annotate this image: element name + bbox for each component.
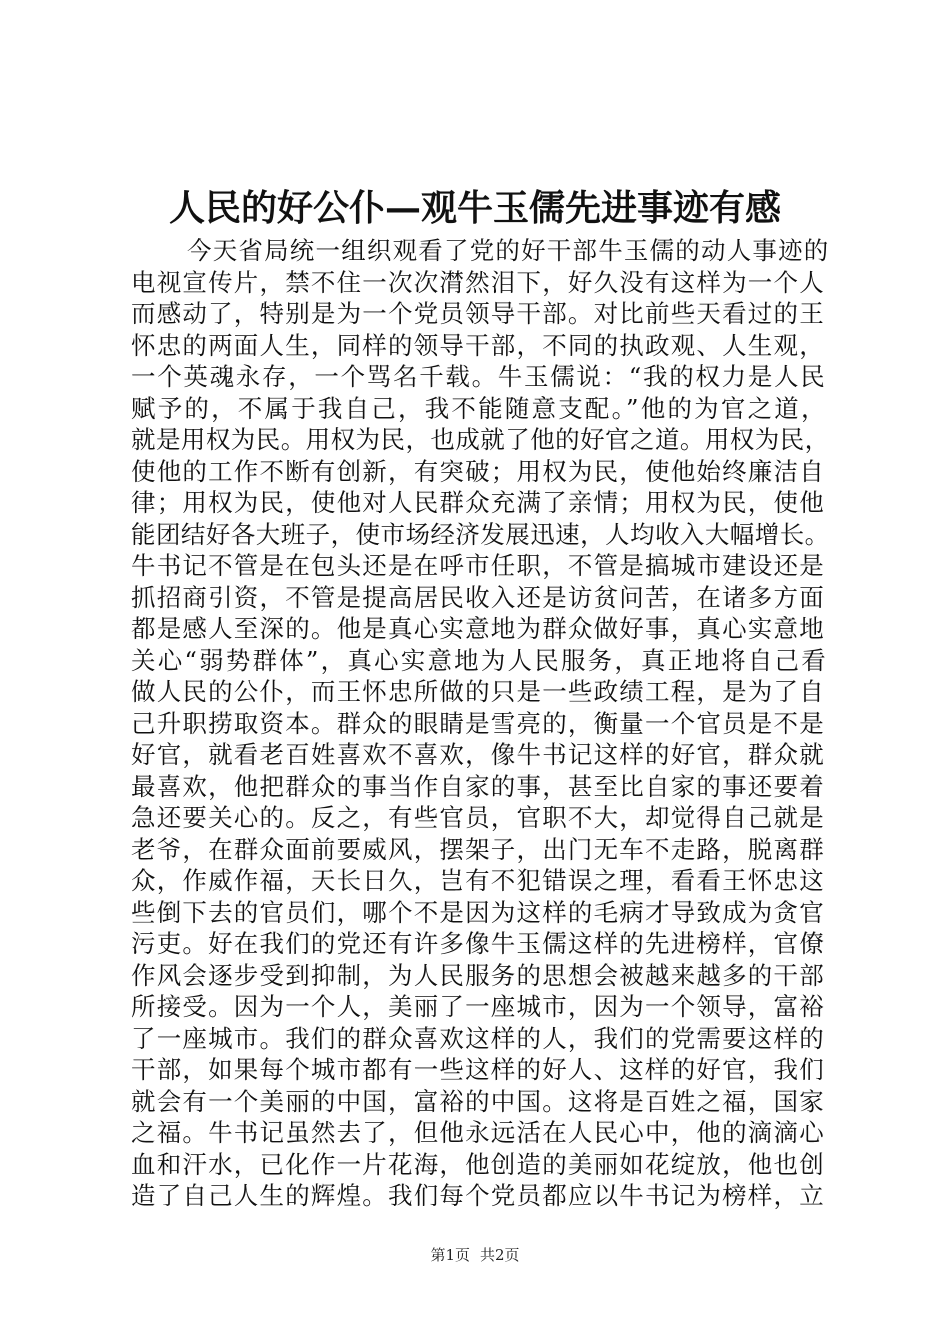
body-line: 己升职捞取资本。群众的眼睛是雪亮的，衡量一个官员是不是 [131,708,825,738]
body-line: 怀忠的两面人生，同样的领导干部，不同的执政观、人生观， [131,330,825,360]
body-line: 老爷，在群众面前要威风，摆架子，出门无车不走路，脱离群 [131,834,825,864]
page-number: 第1页 [430,1246,470,1264]
body-line: 污吏。好在我们的党还有许多像牛玉儒这样的先进榜样，官僚 [131,929,825,958]
body-line: 而感动了，特别是为一个党员领导干部。对比前些天看过的王 [131,299,825,328]
body-line: 一个英魂永存，一个骂名千载。牛玉儒说：“我的权力是人民 [131,362,827,391]
body-line: 血和汗水，已化作一片花海，他创造的美丽如花绽放，他也创 [131,1149,825,1179]
document-body [131,235,831,1212]
body-line: 就是用权为民。用权为民，也成就了他的好官之道。用权为民， [131,425,830,454]
body-line: 赋予的，不属于我自己，我不能随意支配。”他的为官之道， [131,393,828,423]
body-line: 所接受。因为一个人，美丽了一座城市，因为一个领导，富裕 [131,992,825,1021]
body-line: 能团结好各大班子，使市场经济发展迅速，人均收入大幅增长。 [131,519,830,549]
body-line: 干部，如果每个城市都有一些这样的好人、这样的好官，我们 [131,1055,825,1084]
body-line: 关心“弱势群体”，真心实意地为人民服务，真正地将自己看 [131,645,828,675]
body-line: 牛书记不管是在包头还是在呼市任职，不管是搞城市建设还是 [131,551,825,580]
document-title: 人民的好公仆—观牛玉儒先进事迹有感 [168,187,781,229]
body-line: 律；用权为民，使他对人民群众充满了亲情；用权为民，使他 [131,488,825,517]
body-line: 了一座城市。我们的群众喜欢这样的人，我们的党需要这样的 [131,1023,825,1053]
page-total: 共2页 [480,1246,520,1264]
body-line: 就会有一个美丽的中国，富裕的中国。这将是百姓之福，国家 [131,1086,825,1116]
body-line: 都是感人至深的。他是真心实意地为群众做好事，真心实意地 [131,614,825,643]
body-line: 造了自己人生的辉煌。我们每个党员都应以牛书记为榜样，立 [131,1181,825,1210]
body-line: 电视宣传片，禁不住一次次潸然泪下，好久没有这样为一个人 [131,267,825,297]
body-line: 今天省局统一组织观看了党的好干部牛玉儒的动人事迹的 [187,236,830,265]
body-line: 好官，就看老百姓喜欢不喜欢，像牛书记这样的好官，群众就 [131,740,825,769]
body-line: 作风会逐步受到抑制，为人民服务的思想会被越来越多的干部 [131,960,825,990]
body-line: 众，作威作福，天长日久，岂有不犯错误之理，看看王怀忠这 [131,866,825,895]
page-footer [0,1244,950,1266]
body-line: 之福。牛书记虽然去了，但他永远活在人民心中，他的滴滴心 [131,1118,825,1147]
body-line: 最喜欢，他把群众的事当作自家的事，甚至比自家的事还要着 [131,771,825,801]
body-line: 急还要关心的。反之，有些官员，官职不大，却觉得自己就是 [131,803,825,832]
body-line: 做人民的公仆，而王怀忠所做的只是一些政绩工程，是为了自 [131,677,825,706]
body-line: 些倒下去的官员们，哪个不是因为这样的毛病才导致成为贪官 [131,897,825,927]
body-line: 抓招商引资，不管是提高居民收入还是访贫问苦，在诸多方面 [131,582,825,612]
body-line: 使他的工作不断有创新，有突破；用权为民，使他始终廉洁自 [131,456,825,486]
